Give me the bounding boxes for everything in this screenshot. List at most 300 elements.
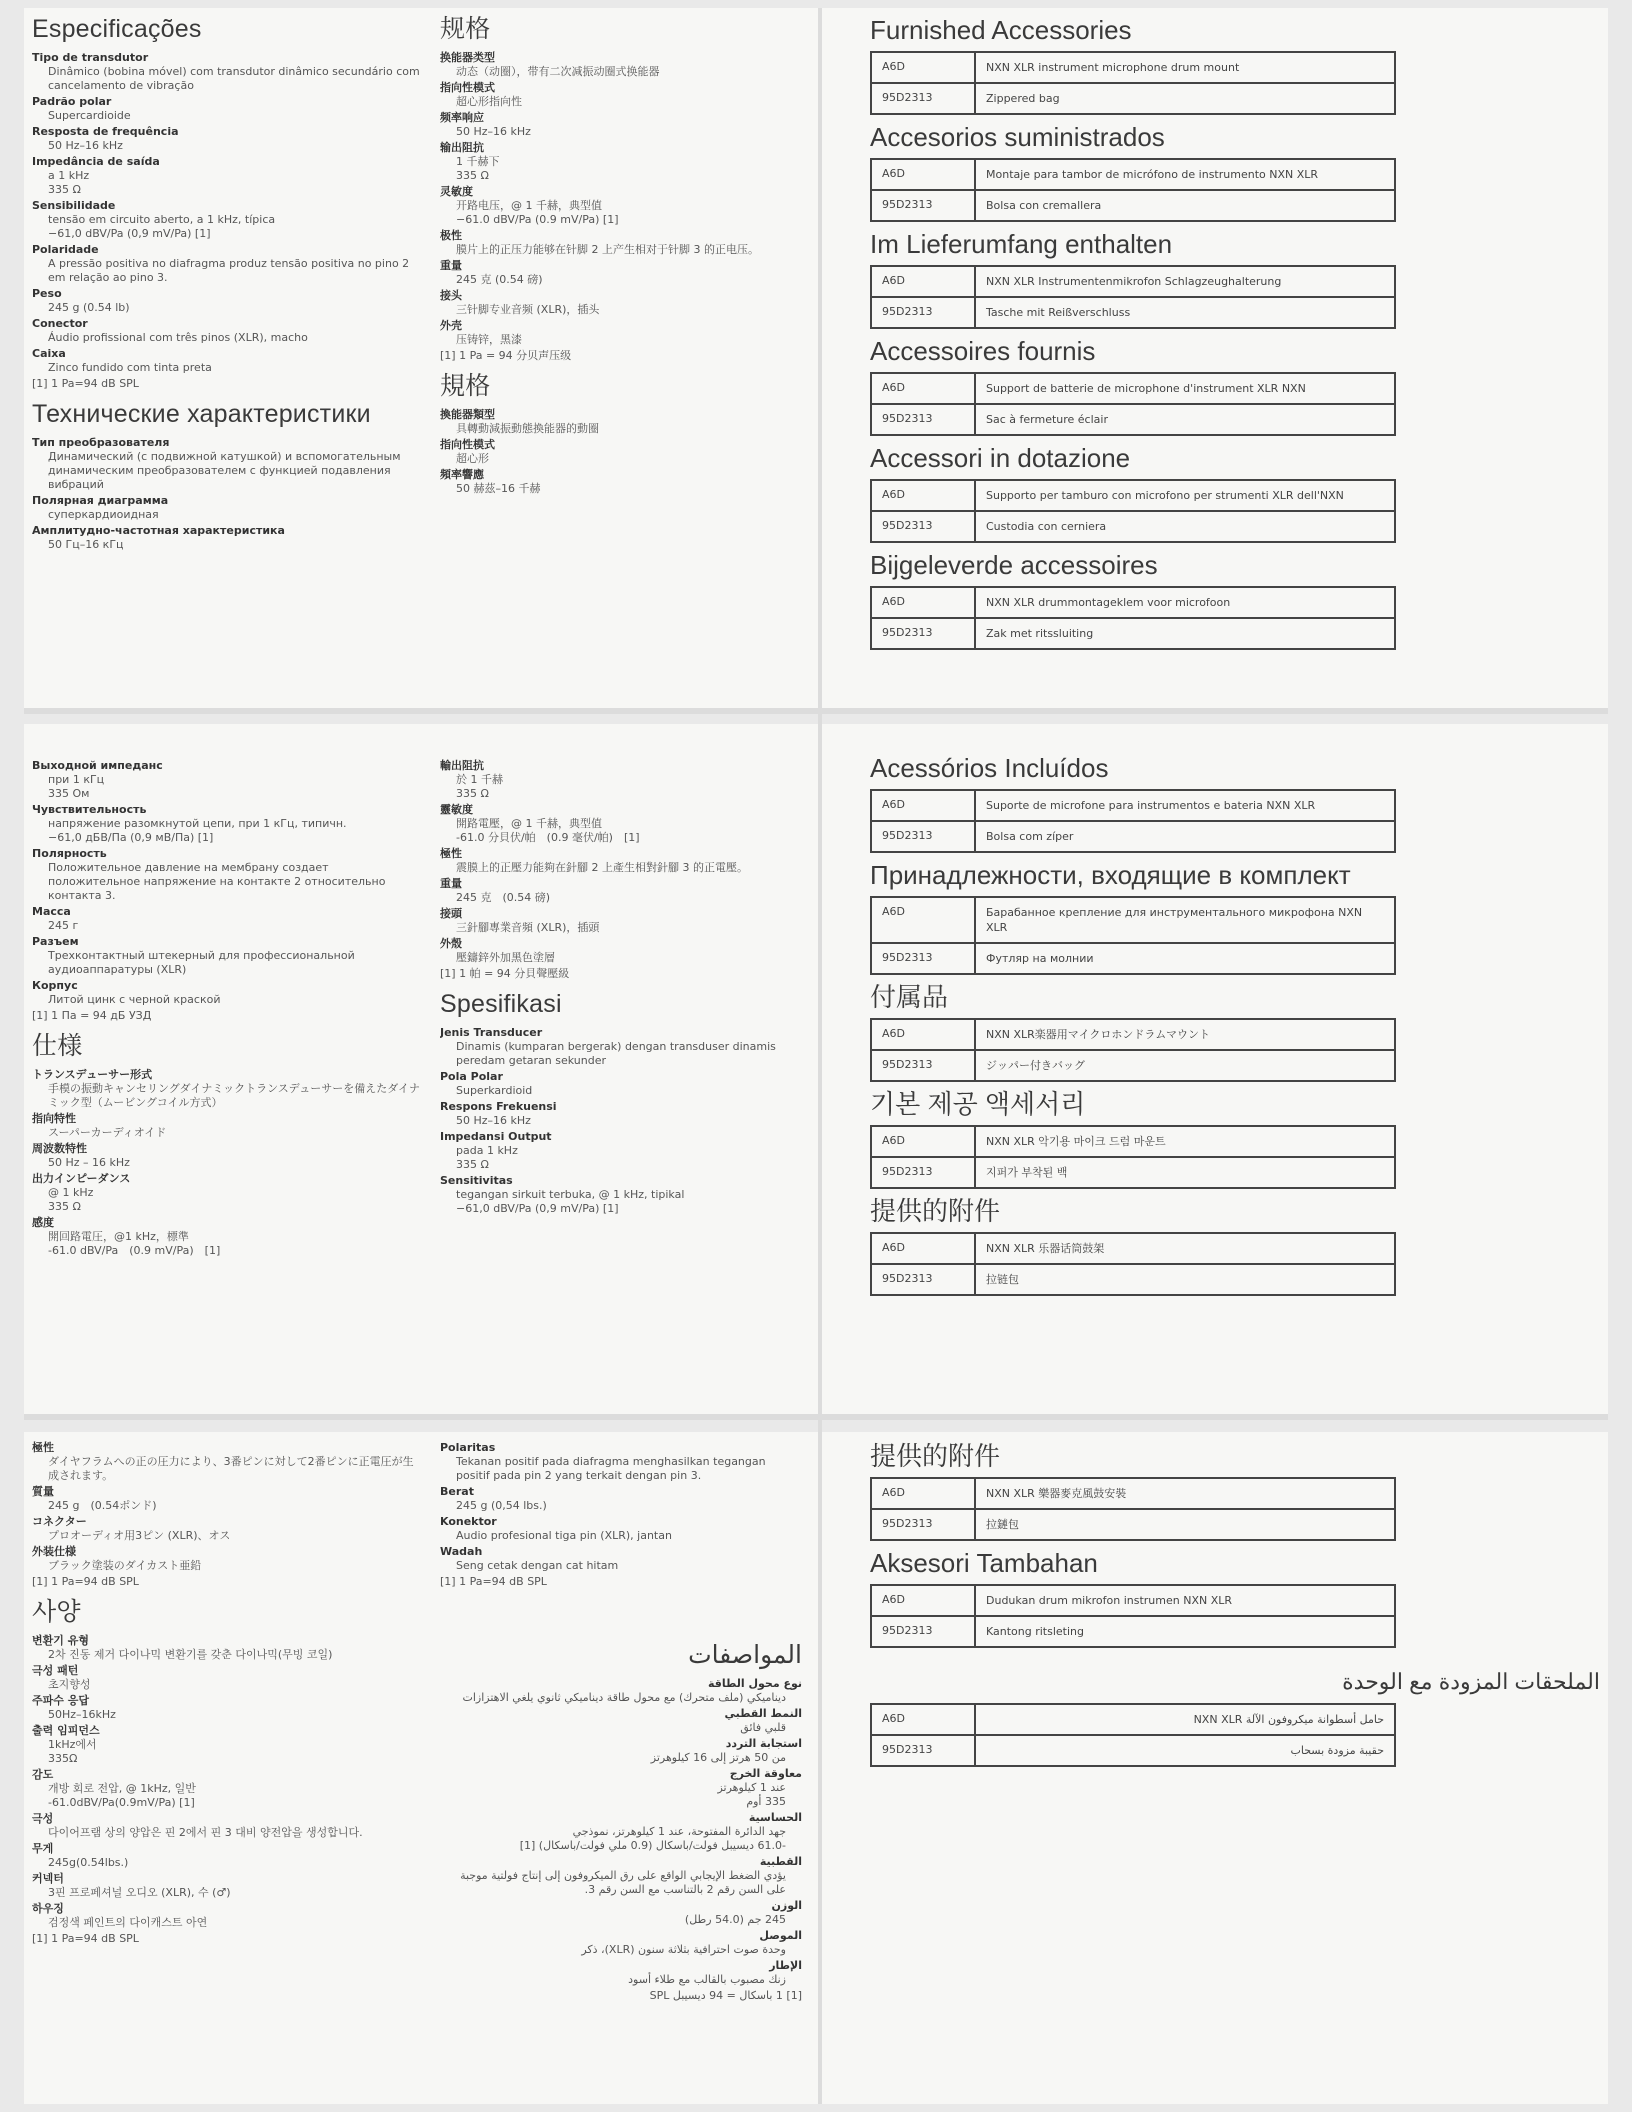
accessory-title: Acessórios Incluídos <box>870 753 1109 783</box>
section-title: 사양 <box>32 1598 81 1626</box>
spec-value: 50Hz–16kHz <box>48 1708 116 1721</box>
spec-value: Zinco fundido com tinta preta <box>48 361 212 374</box>
part-number: 95D2313 <box>872 298 976 327</box>
spec-item <box>32 1215 422 1258</box>
spec-label: コネクター <box>32 1515 87 1528</box>
accessory-table <box>870 158 1396 222</box>
part-description: 拉链包 <box>986 1273 1019 1286</box>
accessory-table <box>870 372 1396 436</box>
spec-value: -61.0 ديسيبل فولت/باسكال (0.9 ملي فولت/باسكال) [1] <box>519 1839 786 1852</box>
part-number: A6D <box>872 588 976 617</box>
spec-item <box>32 978 422 1007</box>
accessory-row <box>872 617 1394 648</box>
spec-item <box>32 316 422 345</box>
spec-condition: 개방 회로 전압, @ 1kHz, 일반 <box>48 1782 196 1795</box>
accessory-row <box>872 1508 1394 1539</box>
section-title: Технические характеристики <box>32 400 371 428</box>
accessory-row <box>872 1156 1394 1187</box>
spec-item <box>32 346 422 375</box>
fold-line <box>24 1414 1608 1420</box>
spec-item <box>440 437 800 466</box>
fold-line <box>818 8 822 2104</box>
accessories-column <box>870 14 1430 704</box>
spec-item <box>32 1440 422 1483</box>
spec-label: 극성 패턴 <box>32 1664 79 1677</box>
accessory-row <box>872 1734 1394 1765</box>
spec-value: وحدة صوت احترافية بثلاثة سنون (XLR)، ذكر <box>581 1943 786 1956</box>
section-title: 仕様 <box>32 1032 83 1060</box>
accessory-title: 付属品 <box>870 982 949 1012</box>
spec-section <box>440 989 800 1216</box>
part-description: Sac à fermeture éclair <box>986 413 1108 426</box>
part-description: Supporto per tamburo con microfono per strumenti XLR dell'NXN <box>986 489 1344 502</box>
accessory-section <box>870 1440 1430 1541</box>
spec-value: 다이어프램 상의 양압은 핀 2에서 핀 3 대비 양전압을 생성합니다. <box>48 1826 363 1839</box>
spec-value: -61.0 dBV/Pa (0.9 mV/Pa) [1] <box>48 1244 221 1257</box>
accessory-table <box>870 265 1396 329</box>
spec-value: 335 Ω <box>48 1200 81 1213</box>
part-description: Футляр на молнии <box>986 952 1094 965</box>
spec-value: Трехконтактный штекерный для профессиональной аудиоаппаратуры (XLR) <box>48 949 355 976</box>
accessory-row <box>872 53 1394 82</box>
accessory-section <box>870 981 1430 1082</box>
part-number: A6D <box>872 481 976 510</box>
spec-section <box>32 399 422 552</box>
spec-label: النمط القطبي <box>724 1707 802 1720</box>
spec-item <box>440 184 800 227</box>
part-number: A6D <box>872 1586 976 1615</box>
spec-item <box>440 1736 802 1765</box>
spec-value: 50 Hz–16 kHz <box>456 1114 531 1127</box>
spec-value: -61.0dBV/Pa(0.9mV/Pa) [1] <box>48 1796 195 1809</box>
section-title: Especificações <box>32 15 202 43</box>
part-description: Montaje para tambor de micrófono de instrumento NXN XLR <box>986 168 1319 181</box>
spec-label: 極性 <box>440 847 462 860</box>
spec-value: قلبي فائق <box>740 1721 786 1734</box>
specs-column <box>440 14 800 704</box>
accessory-table <box>870 1703 1396 1767</box>
spec-value: ديناميكي (ملف متحرك) مع محول طاقة ديناميكي ثانوي يلغي الاهتزازات <box>462 1691 786 1704</box>
accessory-row <box>872 189 1394 220</box>
spec-item <box>440 1069 800 1098</box>
part-number: 95D2313 <box>872 1051 976 1080</box>
spec-item <box>440 1173 800 1216</box>
spec-label: استجابة التردد <box>725 1737 802 1750</box>
accessory-table <box>870 1584 1396 1648</box>
accessory-row <box>872 1615 1394 1646</box>
section-title: 规格 <box>440 15 491 43</box>
spec-label: Caixa <box>32 347 66 360</box>
accessory-row <box>872 1263 1394 1294</box>
spec-value: 검정색 페인트의 다이캐스트 아연 <box>48 1916 208 1929</box>
part-number: 95D2313 <box>872 84 976 113</box>
part-number: A6D <box>872 1479 976 1508</box>
spec-condition: tensão em circuito aberto, a 1 kHz, típica <box>48 213 276 226</box>
spec-label: 输出阻抗 <box>440 141 484 154</box>
part-description: Bolsa com zíper <box>986 830 1074 843</box>
spec-condition: при 1 кГц <box>48 773 105 786</box>
spec-section <box>32 758 422 1023</box>
spec-value: 三针脚专业音频 (XLR)，插头 <box>456 303 600 316</box>
accessory-title: 提供的附件 <box>870 1441 1001 1471</box>
spec-value: Supercardioide <box>48 109 131 122</box>
spec-item <box>440 1544 800 1573</box>
accessory-row <box>872 267 1394 296</box>
accessory-table <box>870 1232 1396 1296</box>
spec-value: 壓鑄鋅外加黑色塗層 <box>456 951 555 964</box>
accessory-title: Im Lieferumfang enthalten <box>870 229 1173 259</box>
part-description: 拉鏈包 <box>986 1518 1019 1531</box>
spec-item <box>440 1928 802 1957</box>
part-description: Kantong ritsleting <box>986 1625 1084 1638</box>
accessory-row <box>872 820 1394 851</box>
spec-section <box>440 1640 802 2003</box>
spec-item <box>32 242 422 285</box>
spec-item <box>32 435 422 492</box>
spec-item <box>32 154 422 197</box>
spec-item <box>440 1810 802 1853</box>
accessory-row <box>872 1705 1394 1734</box>
part-number: 95D2313 <box>872 1736 976 1765</box>
spec-value: 震膜上的正壓力能夠在針腳 2 上產生相對針腳 3 的正電壓。 <box>456 861 748 874</box>
spec-label: Padrão polar <box>32 95 112 108</box>
accessory-section <box>870 752 1430 853</box>
part-description: Suporte de microfone para instrumentos e bateria NXN XLR <box>986 799 1316 812</box>
spec-label: 指向性模式 <box>440 81 495 94</box>
spec-value: Audio profesional tiga pin (XLR), jantan <box>456 1529 672 1542</box>
spec-item <box>32 1141 422 1170</box>
accessory-title: Accessori in dotazione <box>870 443 1131 473</box>
spec-item <box>440 758 800 801</box>
part-number: 95D2313 <box>872 619 976 648</box>
spec-item <box>440 467 800 496</box>
spec-label: Polaridade <box>32 243 99 256</box>
accessory-section <box>870 1547 1430 1648</box>
accessory-title: 기본 제공 액세서리 <box>870 1089 1086 1119</box>
spec-item <box>32 1693 422 1722</box>
spec-label: 灵敏度 <box>440 185 473 198</box>
spec-condition: pada 1 kHz <box>456 1144 518 1157</box>
part-description: حقيبة مزودة بسحاب <box>1290 1744 1384 1757</box>
spec-value: 动态（动圈），带有二次减振动圈式换能器 <box>456 65 660 78</box>
spec-label: 커넥터 <box>32 1872 64 1885</box>
spec-label: 重量 <box>440 259 462 272</box>
spec-label: 換能器類型 <box>440 408 495 421</box>
spec-label: Выходной импеданс <box>32 759 163 772</box>
part-number: 95D2313 <box>872 1617 976 1646</box>
spec-value: A pressão positiva no diafragma produz tensão positiva no pino 2 em relação ao pino 3. <box>48 257 410 284</box>
spec-label: 質量 <box>32 1485 54 1498</box>
spec-label: 頻率響應 <box>440 468 484 481</box>
spec-value: 膜片上的正压力能够在针脚 2 上产生相对于针脚 3 的正电压。 <box>456 243 759 256</box>
accessory-title: Принадлежности, входящие в комплект <box>870 860 1351 890</box>
spec-value: 50 赫茲–16 千赫 <box>456 482 541 495</box>
accessory-title: Aksesori Tambahan <box>870 1548 1098 1578</box>
spec-value: Áudio profissional com três pinos (XLR), macho <box>48 331 308 344</box>
spec-item <box>32 493 422 522</box>
spec-label: Тип преобразователя <box>32 436 170 449</box>
spec-label: 변환기 유형 <box>32 1634 89 1647</box>
spec-label: Sensitivitas <box>440 1174 513 1187</box>
accessory-table <box>870 1018 1396 1082</box>
accessory-section <box>870 14 1430 115</box>
spec-label: 换能器类型 <box>440 51 495 64</box>
spec-item <box>32 286 422 315</box>
spec-value: −61.0 dBV/Pa (0.9 mV/Pa) [1] <box>456 213 619 226</box>
spec-label: 極性 <box>32 1441 54 1454</box>
spec-value: 335 Ом <box>48 787 90 800</box>
part-description: حامل أسطوانة ميكروفون الآلة NXN XLR <box>1193 1713 1384 1726</box>
spec-item <box>32 904 422 933</box>
spec-item <box>440 407 800 436</box>
accessory-title: Accesorios suministrados <box>870 122 1165 152</box>
spec-item <box>32 1767 422 1810</box>
accessory-table <box>870 1125 1396 1189</box>
spec-label: معاوقة الخرج <box>729 1767 802 1780</box>
accessory-row <box>872 942 1394 973</box>
spec-label: 外壳 <box>440 319 462 332</box>
spec-value: −61,0 dBV/Pa (0,9 mV/Pa) [1] <box>456 1202 619 1215</box>
spec-label: نوع محول الطاقة <box>708 1677 802 1690</box>
spec-item <box>440 80 800 109</box>
accessory-table <box>870 586 1396 650</box>
spec-value: Dinamis (kumparan bergerak) dengan transduser dinamis peredam getaran sekunder <box>456 1040 776 1067</box>
spec-item <box>440 258 800 287</box>
spec-item <box>440 936 800 965</box>
spec-item <box>32 1871 422 1900</box>
spec-value: スーパーカーディオイド <box>48 1126 167 1139</box>
accessory-row <box>872 1127 1394 1156</box>
spec-value: ブラック塗装のダイカスト亜鉛 <box>48 1559 202 1572</box>
spec-value: 초지향성 <box>48 1678 91 1691</box>
spec-label: 주파수 응답 <box>32 1694 89 1707</box>
spec-label: Полярность <box>32 847 107 860</box>
spec-item <box>440 1766 802 1809</box>
part-number: 95D2313 <box>872 1510 976 1539</box>
footnote: [1] 1 باسكال = 94 ديسيبل SPL <box>649 1989 802 2002</box>
spec-value: 手模の振動キャンセリングダイナミックトランスデューサーを備えたダイナミック型（ムービングコイル方式） <box>48 1082 421 1109</box>
part-description: Барабанное крепление для инструментального микрофона NXN XLR <box>986 906 1363 934</box>
specs-column-arabic <box>440 1640 802 2100</box>
spec-label: 출력 임피던스 <box>32 1724 100 1737</box>
specs-column <box>32 14 422 704</box>
spec-item <box>440 1484 800 1513</box>
specs-column <box>32 758 422 1398</box>
spec-condition: 开路电压，@ 1 千赫，典型值 <box>456 199 602 212</box>
spec-value: يؤدي الضغط الإيجابي الواقع على رق الميكروفون إلى إنتاج فولتية موجبة على السن رقم 2 بالتناسب مع السن رقم 3. <box>460 1869 786 1896</box>
spec-value: −61,0 dBV/Pa (0,9 mV/Pa) [1] <box>48 227 211 240</box>
spec-value: 245 г <box>48 919 79 932</box>
spec-value: Seng cetak dengan cat hitam <box>456 1559 619 1572</box>
spec-value: Dinâmico (bobina móvel) com transdutor dinâmico secundário com cancelamento de vibração <box>48 65 420 92</box>
spec-label: Pola Polar <box>440 1070 503 1083</box>
spec-value: суперкардиоидная <box>48 508 159 521</box>
footnote: [1] 1 Pa=94 dB SPL <box>32 1575 139 1588</box>
accessory-row <box>872 1020 1394 1049</box>
footnote: [1] 1 Pa=94 dB SPL <box>32 1932 139 1945</box>
spec-item <box>32 1841 422 1870</box>
spec-label: Tipo de transdutor <box>32 51 149 64</box>
spec-item <box>440 876 800 905</box>
spec-item <box>440 110 800 139</box>
spec-label: トランスデューサー形式 <box>32 1068 153 1081</box>
accessory-section <box>870 859 1430 975</box>
spec-label: Масса <box>32 905 71 918</box>
accessories-column-arabic <box>870 1666 1600 1796</box>
spec-item <box>440 140 800 183</box>
spec-section <box>32 1440 422 1589</box>
spec-condition: جهد الدائرة المفتوحة، عند 1 كيلوهرتز، نموذجي <box>572 1825 786 1838</box>
accessory-row <box>872 1049 1394 1080</box>
spec-value: 245 g (0,54 lbs.) <box>456 1499 547 1512</box>
spec-label: الموصل <box>759 1929 802 1942</box>
spec-item <box>32 802 422 845</box>
spec-value: -61.0 分貝伏/帕 (0.9 毫伏/帕) [1] <box>456 831 640 844</box>
accessory-row <box>872 1234 1394 1263</box>
spec-label: 外装仕様 <box>32 1545 76 1558</box>
accessory-row <box>872 1479 1394 1508</box>
spec-label: 무게 <box>32 1842 54 1855</box>
spec-item <box>440 1025 800 1068</box>
specs-column <box>32 1440 422 2100</box>
part-number: 95D2313 <box>872 405 976 434</box>
spec-label: الإطار <box>769 1959 802 1972</box>
spec-label: 感度 <box>32 1216 54 1229</box>
spec-item <box>32 198 422 241</box>
accessory-title: Furnished Accessories <box>870 15 1132 45</box>
accessory-table <box>870 51 1396 115</box>
spec-label: Корпус <box>32 979 78 992</box>
part-description: Zippered bag <box>986 92 1060 105</box>
section-title: المواصفات <box>688 1641 802 1669</box>
part-description: Tasche mit Reißverschluss <box>986 306 1131 319</box>
spec-label: القطبية <box>759 1855 802 1868</box>
part-number: 95D2313 <box>872 944 976 973</box>
accessory-row <box>872 898 1394 942</box>
spec-value: Динамический (с подвижной катушкой) и вспомогательным динамическим преобразователем с функцией подавления вибраций <box>48 450 401 491</box>
spec-item <box>32 50 422 93</box>
spec-item <box>440 1514 800 1543</box>
spec-value: 335 Ω <box>456 787 489 800</box>
spec-value: ダイヤフラムへの正の圧力により、3番ピンに対して2番ピンに正電圧が生成されます。 <box>48 1455 414 1482</box>
part-number: A6D <box>872 160 976 189</box>
spec-label: Jenis Transducer <box>440 1026 543 1039</box>
spec-item <box>440 228 800 257</box>
spec-label: Conector <box>32 317 88 330</box>
spec-condition: a 1 kHz <box>48 169 90 182</box>
spec-label: Resposta de frequência <box>32 125 179 138</box>
spec-condition: напряжение разомкнутой цепи, при 1 кГц, типичн. <box>48 817 347 830</box>
accessory-row <box>872 403 1394 434</box>
spec-item <box>440 1706 802 1735</box>
part-number: A6D <box>872 1127 976 1156</box>
spec-item <box>440 1099 800 1128</box>
spec-label: 周波数特性 <box>32 1142 87 1155</box>
spec-item <box>32 1544 422 1573</box>
accessory-title: Bijgeleverde accessoires <box>870 550 1158 580</box>
spec-label: 极性 <box>440 229 462 242</box>
footnote: [1] 1 Па = 94 дБ УЗД <box>32 1009 152 1022</box>
spec-section <box>440 14 800 363</box>
spec-value: 3핀 프로페셔널 오디오 (XLR), 수 (♂) <box>48 1886 231 1899</box>
spec-condition: 開路電壓，@ 1 千赫，典型值 <box>456 817 602 830</box>
part-description: NXN XLR instrument microphone drum mount <box>986 61 1240 74</box>
accessory-row <box>872 1586 1394 1615</box>
part-number: 95D2313 <box>872 191 976 220</box>
part-number: 95D2313 <box>872 822 976 851</box>
accessory-title: 提供的附件 <box>870 1196 1001 1226</box>
part-description: Custodia con cerniera <box>986 520 1107 533</box>
spec-item <box>440 318 800 347</box>
spec-value: 具轉動減振動態換能器的動圈 <box>456 422 599 435</box>
spec-label: 出力インピーダンス <box>32 1172 131 1185</box>
spec-item <box>440 288 800 317</box>
accessories-column <box>870 752 1430 1402</box>
part-description: NXN XLR Instrumentenmikrofon Schlagzeughalterung <box>986 275 1282 288</box>
spec-condition: 1kHz에서 <box>48 1738 97 1751</box>
part-description: NXN XLR 樂器麥克風鼓安裝 <box>986 1487 1127 1500</box>
spec-item <box>32 94 422 123</box>
specs-column <box>440 1440 800 1640</box>
spec-label: 接头 <box>440 289 462 302</box>
spec-value: 245 جم (54.0 رطل) <box>684 1913 786 1926</box>
spec-label: Wadah <box>440 1545 483 1558</box>
part-description: Zak met ritssluiting <box>986 627 1094 640</box>
accessory-section <box>870 1195 1430 1296</box>
spec-item <box>440 802 800 845</box>
accessory-row <box>872 510 1394 541</box>
accessory-title: Accessoires fournis <box>870 336 1096 366</box>
spec-item <box>440 50 800 79</box>
part-number: A6D <box>872 791 976 820</box>
part-description: Support de batterie de microphone d'instrument XLR NXN <box>986 382 1306 395</box>
spec-label: Impedância de saída <box>32 155 160 168</box>
part-description: 지퍼가 부착된 백 <box>986 1166 1068 1179</box>
spec-item <box>440 906 800 935</box>
spec-item <box>32 1514 422 1543</box>
section-title: Spesifikasi <box>440 990 562 1018</box>
spec-value: 245g(0.54lbs.) <box>48 1856 129 1869</box>
accessory-row <box>872 296 1394 327</box>
spec-item <box>32 1811 422 1840</box>
spec-value: 2차 진동 제거 다이나믹 변환기를 갖춘 다이나믹(무빙 코일) <box>48 1648 333 1661</box>
spec-section <box>32 1597 422 1946</box>
spec-value: 335 Ω <box>456 169 489 182</box>
spec-item <box>32 1663 422 1692</box>
spec-value: Литой цинк с черной краской <box>48 993 221 1006</box>
part-number: A6D <box>872 1020 976 1049</box>
part-number: A6D <box>872 898 976 942</box>
spec-item <box>32 846 422 903</box>
spec-label: 指向特性 <box>32 1112 76 1125</box>
spec-label: Berat <box>440 1485 474 1498</box>
spec-section <box>440 1440 800 1589</box>
specs-column <box>440 758 800 1398</box>
spec-value: 50 Hz – 16 kHz <box>48 1156 130 1169</box>
part-description: ジッパー付きバッグ <box>986 1059 1085 1072</box>
part-description: NXN XLR楽器用マイクロホンドラムマウント <box>986 1028 1211 1041</box>
accessory-row <box>872 374 1394 403</box>
accessories-column <box>870 1440 1430 1660</box>
spec-value: 三針腳專業音頻 (XLR)，插頭 <box>456 921 600 934</box>
spec-condition: 於 1 千赫 <box>456 773 503 786</box>
spec-label: Полярная диаграмма <box>32 494 169 507</box>
spec-label: 靈敏度 <box>440 803 473 816</box>
spec-item <box>440 1898 802 1927</box>
spec-item <box>32 124 422 153</box>
accessory-table <box>870 479 1396 543</box>
spec-section <box>440 371 800 496</box>
